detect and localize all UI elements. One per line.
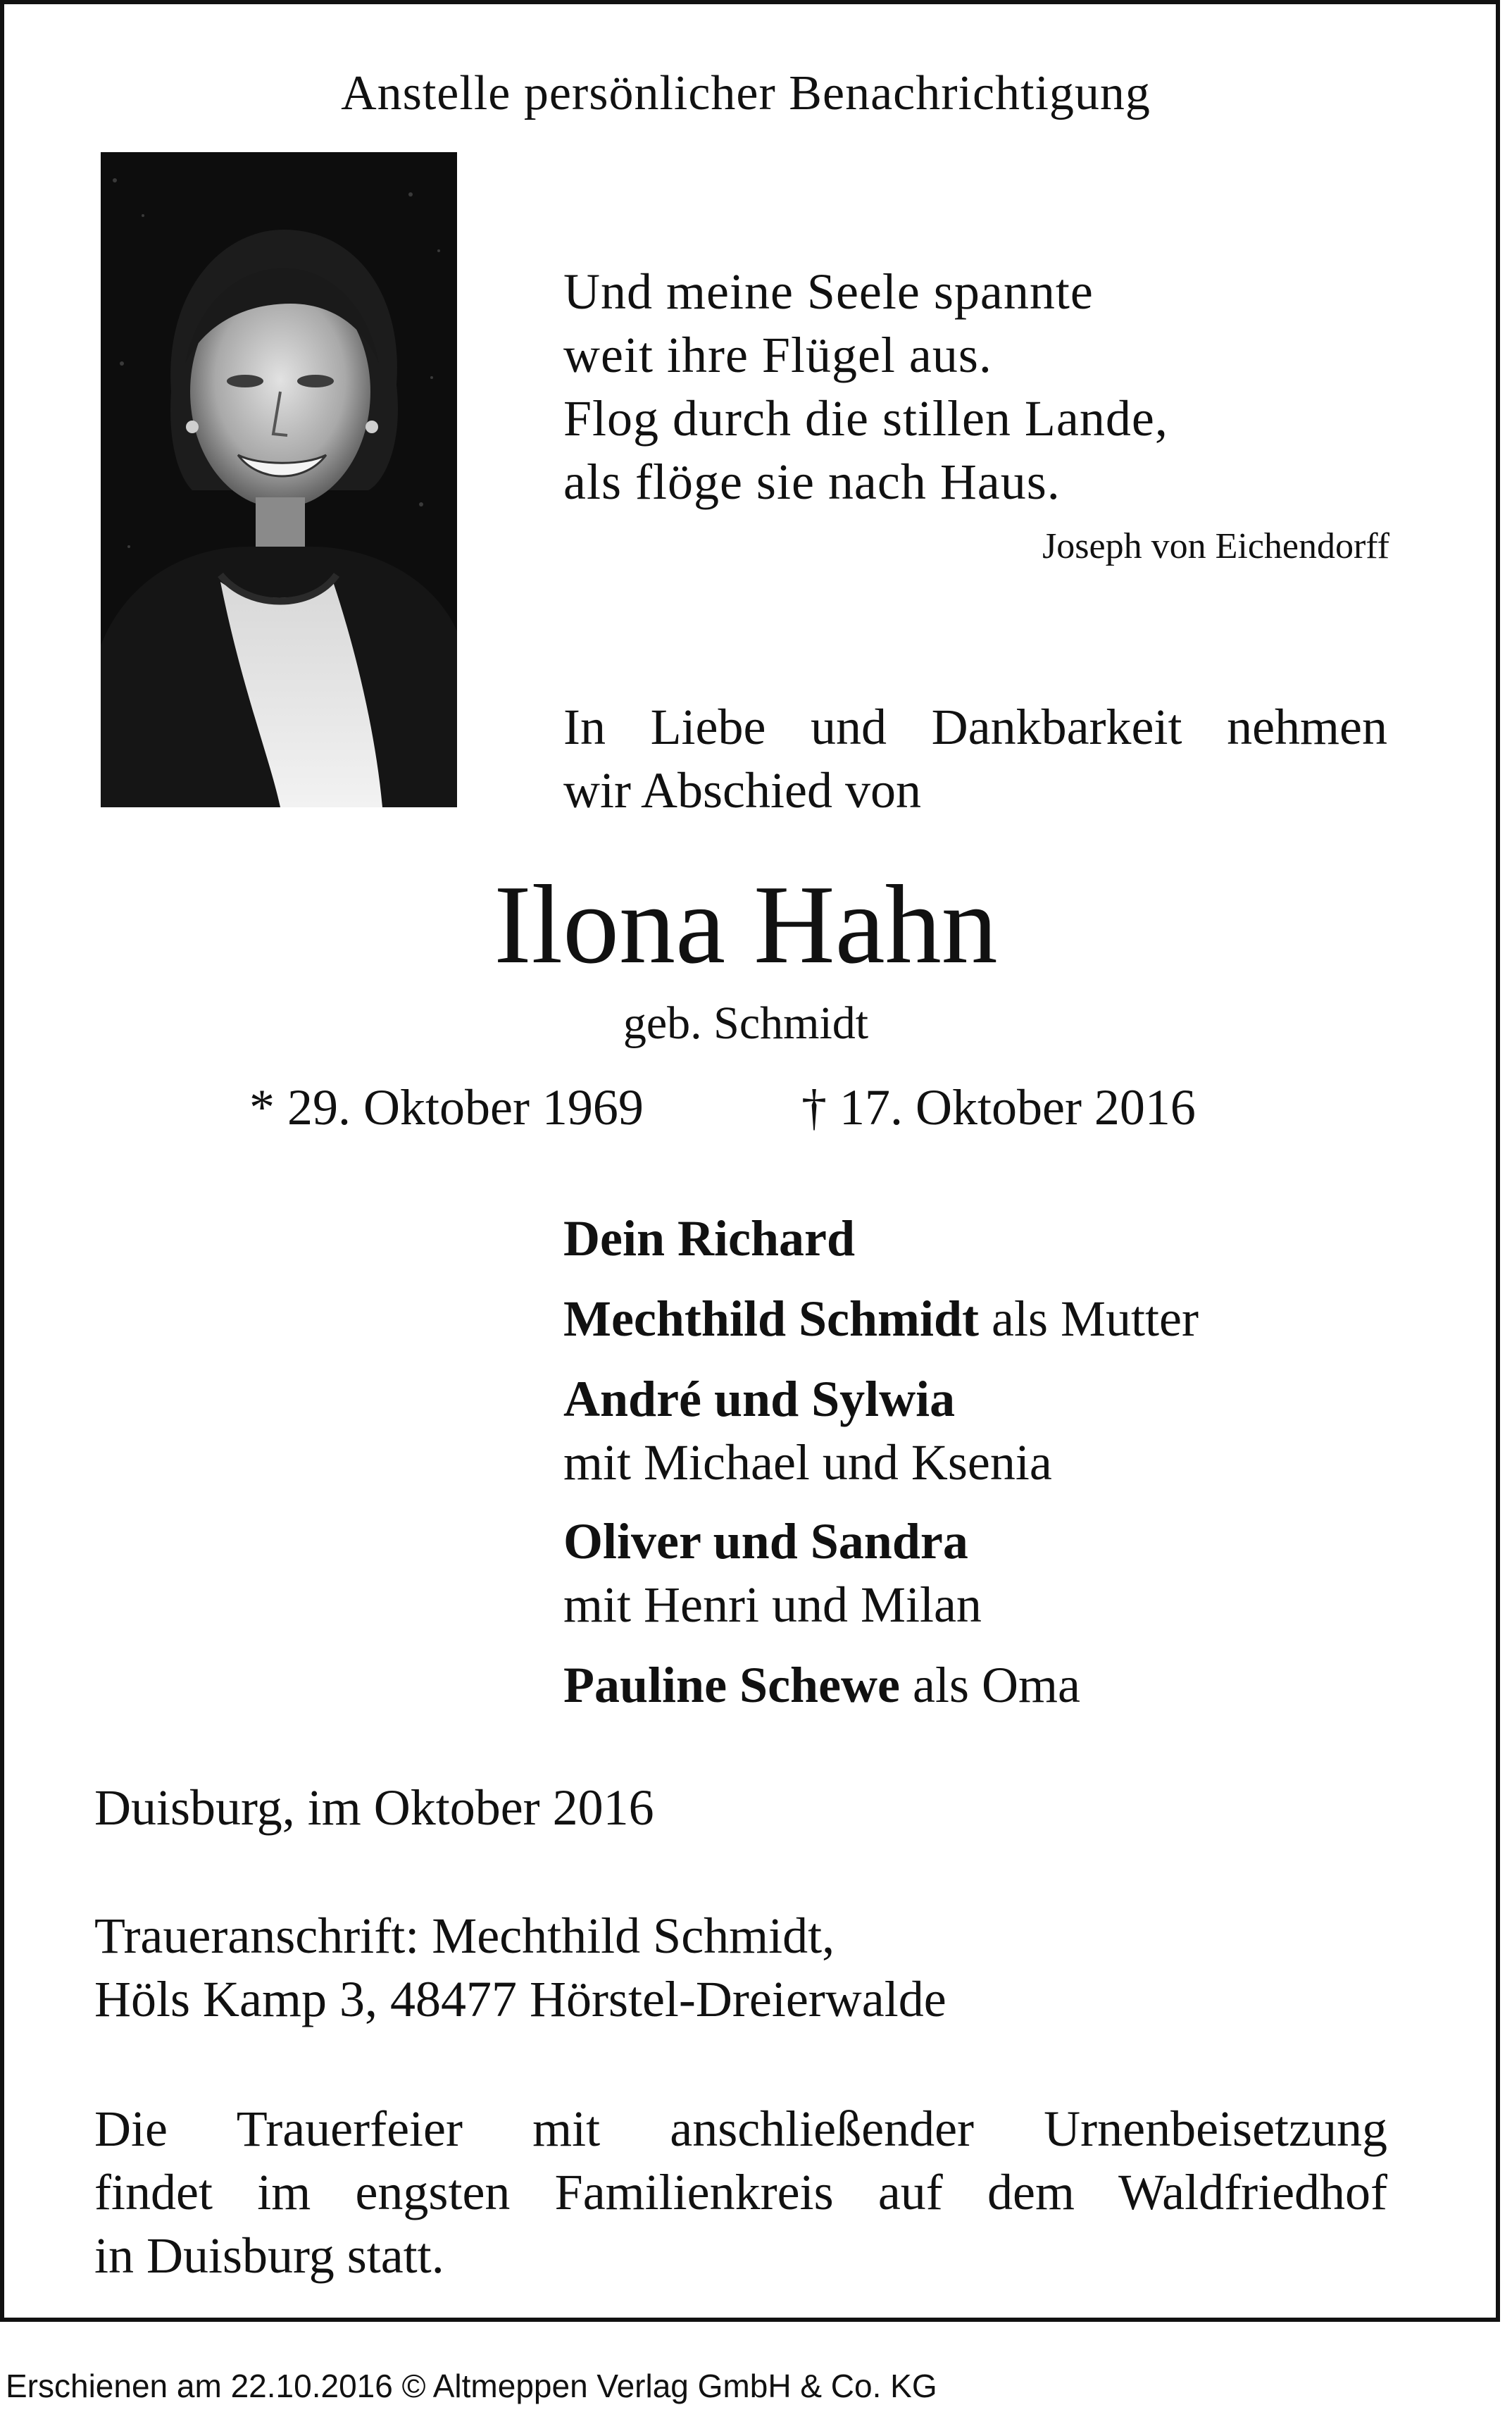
death-date: † 17. Oktober 2016 bbox=[801, 1079, 1196, 1136]
family-name: Mechthild Schmidt bbox=[563, 1291, 980, 1347]
poem-author: Joseph von Eichendorff bbox=[1042, 526, 1389, 566]
intro-line-2: wir Abschied von bbox=[563, 762, 921, 819]
family-name: Pauline Schewe bbox=[563, 1657, 900, 1713]
poem-line-2: weit ihre Flügel aus. bbox=[563, 327, 992, 383]
family-line-7 bbox=[563, 1657, 1080, 1713]
intro-line-1: In Liebe und Dankbarkeit nehmen bbox=[563, 699, 1387, 755]
family-name: Oliver und Sandra bbox=[563, 1513, 968, 1569]
ceremony-line-2: findet im engsten Familienkreis auf dem Waldfriedhof bbox=[94, 2164, 1387, 2220]
place-date: Duisburg, im Oktober 2016 bbox=[94, 1779, 654, 1836]
portrait-image bbox=[101, 152, 457, 807]
family-line-3 bbox=[563, 1371, 956, 1427]
portrait-photo bbox=[101, 152, 457, 807]
family-note: mit Michael und Ksenia bbox=[563, 1434, 1052, 1491]
birth-name: geb. Schmidt bbox=[623, 997, 869, 1049]
poem-line-1: Und meine Seele spannte bbox=[563, 263, 1094, 320]
family-note: als Oma bbox=[899, 1657, 1080, 1713]
family-line-5 bbox=[563, 1513, 968, 1569]
address-line-1: Traueranschrift: Mechthild Schmidt, bbox=[94, 1908, 835, 1964]
family-name: Dein Richard bbox=[563, 1210, 855, 1267]
family-name: André und Sylwia bbox=[563, 1371, 956, 1427]
ceremony-line-3: in Duisburg statt. bbox=[94, 2227, 444, 2284]
publication-footer: Erschienen am 22.10.2016 © Altmeppen Verlag GmbH & Co. KG bbox=[6, 2368, 937, 2404]
family-line-4 bbox=[563, 1434, 1052, 1491]
family-line-6 bbox=[563, 1577, 982, 1633]
family-note: als Mutter bbox=[979, 1291, 1199, 1347]
address-line-2: Höls Kamp 3, 48477 Hörstel-Dreierwalde bbox=[94, 1971, 946, 2027]
birth-date: * 29. Oktober 1969 bbox=[249, 1079, 644, 1136]
ceremony-line-1: Die Trauerfeier mit anschließender Urnenbeisetzung bbox=[94, 2101, 1387, 2157]
family-line-1 bbox=[563, 1210, 855, 1267]
poem-line-4: als flöge sie nach Haus. bbox=[563, 454, 1061, 510]
family-note: mit Henri und Milan bbox=[563, 1577, 982, 1633]
family-line-2 bbox=[563, 1291, 1199, 1347]
poem-line-3: Flog durch die stillen Lande, bbox=[563, 390, 1168, 447]
deceased-name: Ilona Hahn bbox=[494, 862, 998, 987]
notice-header: Anstelle persönlicher Benachrichtigung bbox=[341, 66, 1151, 120]
